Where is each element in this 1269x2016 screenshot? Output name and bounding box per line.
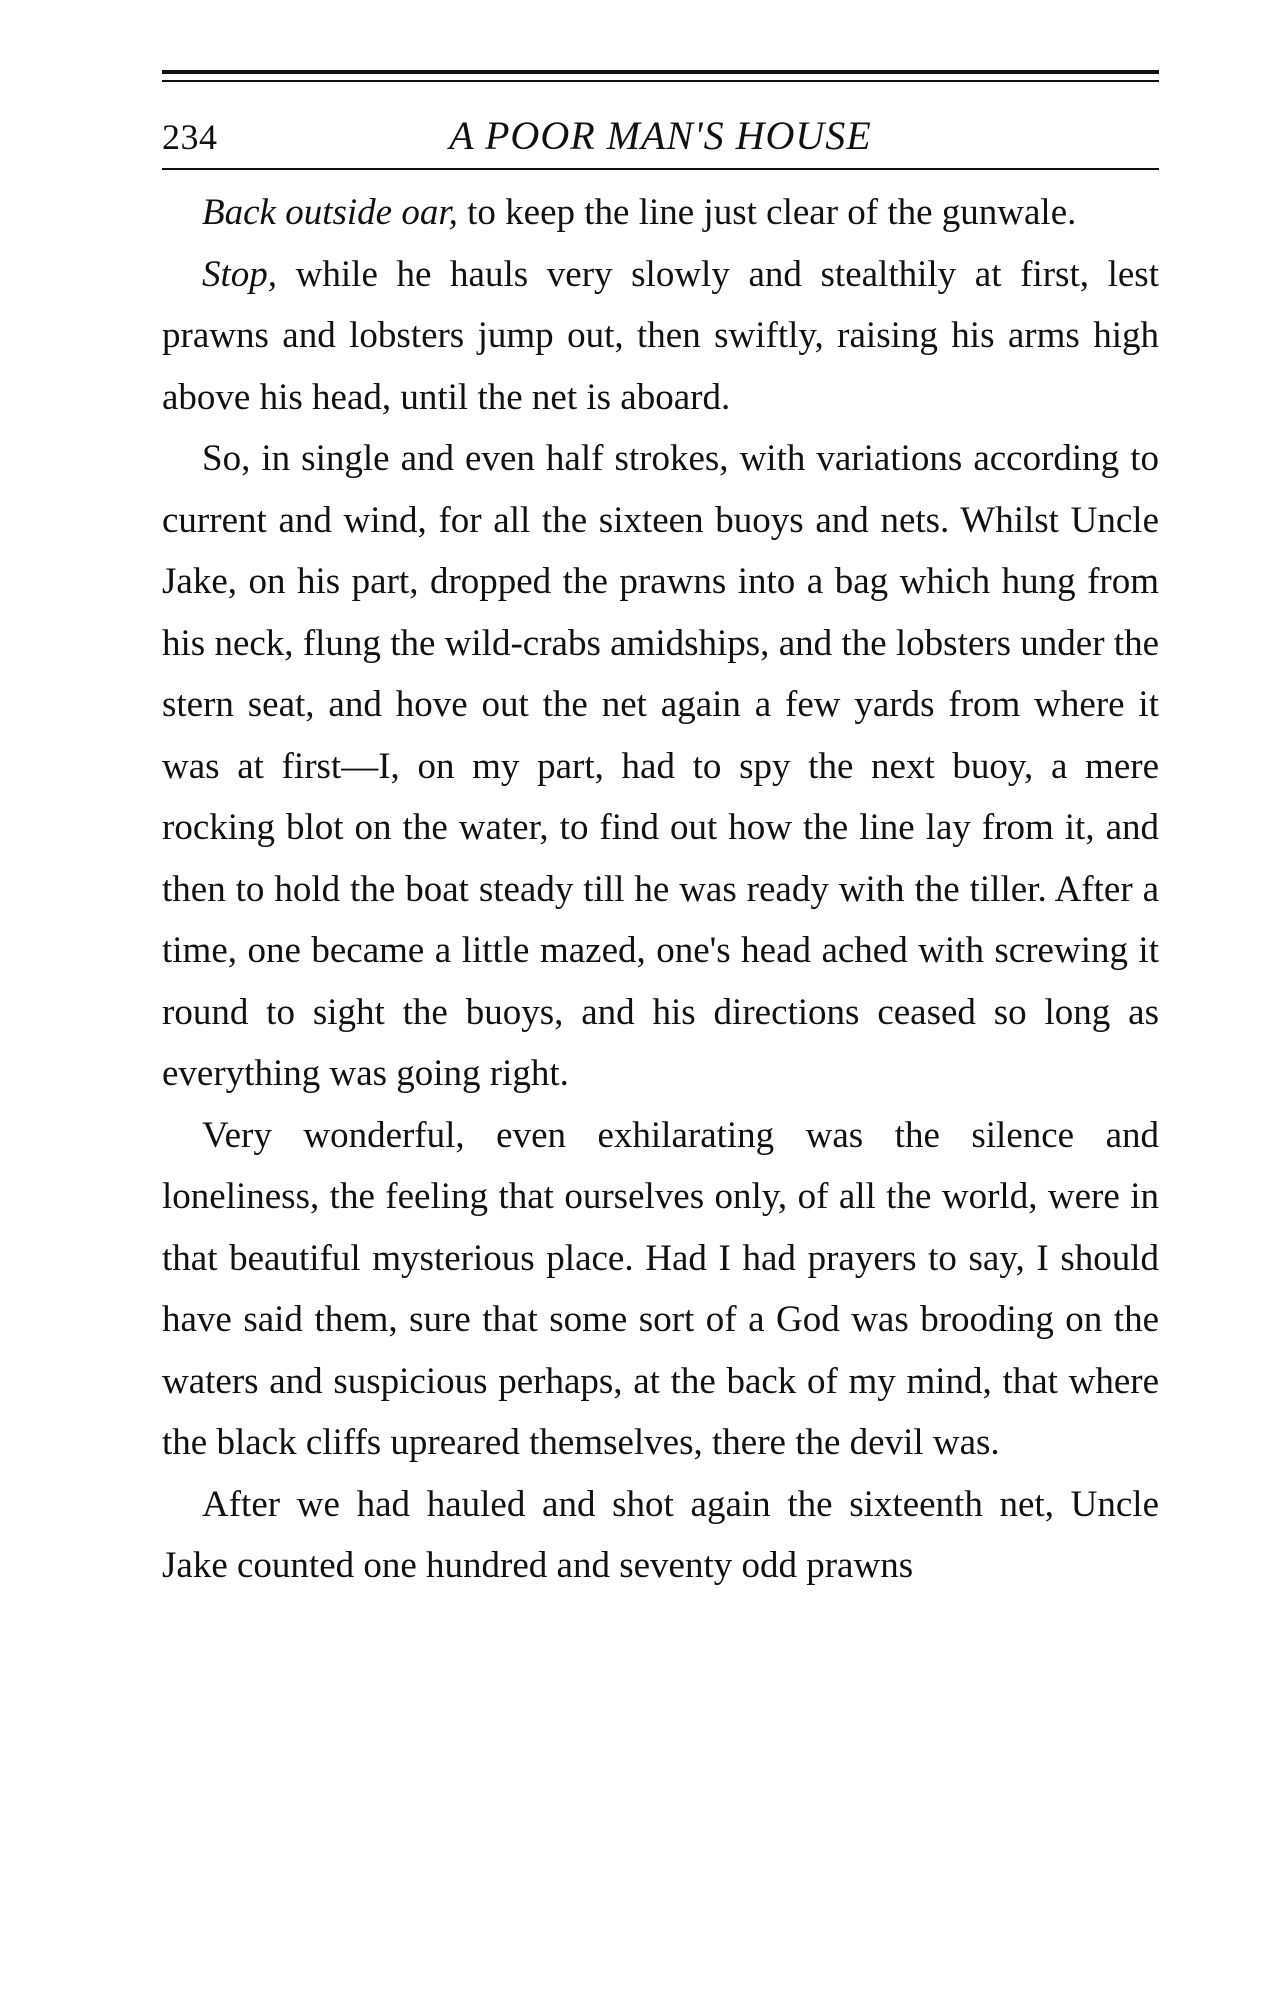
header-rule-thick (162, 70, 1159, 74)
paragraph-5 (162, 1474, 1159, 1597)
paragraph-1-text: to keep the line just clear of the gunwale. (457, 192, 1077, 233)
running-title: A POOR MAN'S HOUSE (449, 113, 872, 158)
paragraph-2-text: while he hauls very slowly and stealthily at first, lest prawns and lobsters jump out, then swiftly, raising his arms high above his head, until the net is aboard. (162, 253, 1159, 418)
paragraph-3 (162, 428, 1159, 1105)
paragraph-4 (162, 1105, 1159, 1474)
running-head (162, 82, 1159, 158)
header-rule-bottom (162, 168, 1159, 170)
paragraph-1 (162, 182, 1159, 244)
paragraph-3-text: So, in single and even half strokes, with variations according to current and wind, for all the sixteen buoys and nets. Whilst Uncle Jake, on his part, dropped the prawns into a bag which hung from his neck, flung the wild-crabs amidships, and the lobsters under the stern seat, and hove out the net again a few yards from where it was at first—I, on my part, had to spy the next buoy, a mere rocking blot on the water, to find out how the line lay from it, and then to hold the boat steady till he was ready with the tiller. After a time, one became a little mazed, one's head ached with screwing it round to sight the buoys, and his directions ceased so long as everything was going right. (162, 438, 1159, 1094)
paragraph-1-lead: Back outside oar, (202, 192, 458, 233)
paragraph-2-lead: Stop, (202, 253, 278, 295)
paragraph-5-text: After we had hauled and shot again the sixteenth net, Uncle Jake counted one hundred and seventy odd prawns (162, 1483, 1159, 1586)
paragraph-4-text: Very wonderful, even exhilarating was the silence and loneliness, the feeling that ourselves only, of all the world, were in that beautiful mysterious place. Had I had prayers to say, I should have said them, sure that some sort of a God was brooding on the waters and suspicious perhaps, at the back of my mind, that where the black cliffs upreared themselves, there the devil was. (162, 1114, 1159, 1463)
paragraph-2 (162, 244, 1159, 429)
book-page (162, 70, 1159, 1597)
page-number: 234 (162, 117, 218, 157)
body-text (162, 182, 1159, 1597)
